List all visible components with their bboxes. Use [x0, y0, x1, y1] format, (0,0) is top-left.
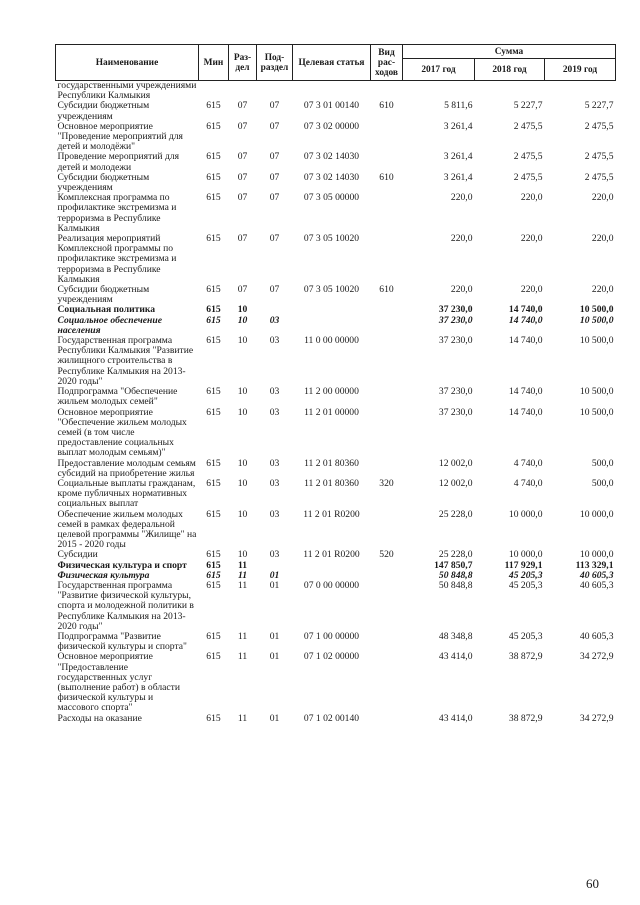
- table-row: [56, 632, 616, 652]
- cell-name: Комплексная программа по профилактике экстремизма и терроризма в Республике Калмыкия: [57, 192, 177, 234]
- cell-target-item: 07 3 02 14030: [303, 151, 360, 163]
- cell-subsection: 03: [269, 508, 280, 520]
- table-row: [56, 479, 616, 510]
- cell-name: Субсидии бюджетным учреждениям: [57, 171, 150, 194]
- cell-sum-2019: 10 500,0: [579, 386, 614, 398]
- cell-name: Проведение мероприятий для детей и молодежи: [57, 151, 180, 173]
- cell-sum-2019: 40 605,3: [579, 569, 614, 581]
- cell-sum-2017: 12 002,0: [438, 457, 473, 469]
- cell-sum-2017: 48 348,8: [438, 630, 473, 642]
- cell-subsection: 07: [269, 284, 280, 296]
- cell-sum-2019: 2 475,5: [584, 171, 614, 183]
- cell-subsection: 01: [269, 712, 280, 724]
- cell-sum-2019: 500,0: [591, 477, 614, 489]
- cell-target-item: 07 3 02 00000: [303, 120, 360, 132]
- cell-expense-type: [371, 561, 403, 571]
- cell-subsection: 01: [269, 630, 280, 642]
- cell-sum-2019: 10 000,0: [579, 508, 614, 520]
- table-row: [56, 173, 616, 193]
- table-row: [56, 459, 616, 479]
- cell-expense-type: [371, 234, 403, 285]
- cell-sum-2018: 14 740,0: [508, 314, 543, 326]
- cell-ministry: 615: [206, 477, 221, 489]
- cell-ministry: 615: [206, 508, 221, 520]
- page-number: 60: [586, 876, 599, 891]
- cell-section: 07: [237, 284, 248, 296]
- cell-sum-2017: 25 228,0: [438, 549, 473, 561]
- cell-expense-type: [371, 81, 403, 102]
- cell-sum-2019: 2 475,5: [584, 120, 614, 132]
- cell-ministry: 615: [206, 549, 221, 561]
- cell-sum-2019: 2 475,5: [584, 151, 614, 163]
- cell-sum-2018: 2 475,5: [513, 171, 543, 183]
- cell-ministry: 615: [206, 386, 221, 398]
- cell-target-item: 07 3 05 00000: [303, 192, 360, 204]
- cell-name: Государственная программа "Развитие физической культуры, спорта и молодежной политики в Республике Калмыкия на 2013-2020 годы": [57, 579, 194, 632]
- header-name: Наименование: [56, 45, 199, 81]
- header-year-2017: 2017 год: [403, 59, 475, 81]
- cell-sum-2018: 14 740,0: [508, 335, 543, 347]
- cell-section: 11: [237, 569, 248, 581]
- cell-sum-2019: 500,0: [591, 457, 614, 469]
- cell-sum-2019: 220,0: [591, 233, 614, 245]
- cell-sum-2018: 10 000,0: [508, 508, 543, 520]
- cell-section: 10: [237, 314, 248, 326]
- header-sum: Сумма: [403, 45, 616, 59]
- cell-sum-2017: 220,0: [450, 284, 473, 296]
- table-row: [56, 652, 616, 713]
- cell-subsection: 03: [269, 549, 280, 561]
- cell-sum-2017: 43 414,0: [438, 712, 473, 724]
- cell-target-item: 11 2 01 R0200: [303, 508, 360, 520]
- cell-name: Субсидии бюджетным учреждениям: [57, 284, 150, 306]
- cell-ministry: 615: [206, 559, 221, 571]
- table-row: [56, 408, 616, 459]
- cell-sum-2018: 38 872,9: [508, 651, 543, 663]
- cell-section: 07: [237, 120, 248, 132]
- cell-subsection: 03: [269, 386, 280, 398]
- header-section: Раз-дел: [229, 45, 257, 81]
- cell-sum-2017: 147 850,7: [434, 559, 473, 571]
- cell-subsection: 03: [269, 406, 280, 418]
- cell-section: 11: [237, 712, 248, 724]
- cell-name: Основное мероприятие "Обеспечение жильем молодых семей (в том числе предоставление социальных выплат молодым семьям)": [57, 406, 187, 459]
- cell-sum-2017: 50 848,8: [438, 579, 473, 591]
- cell-expense-type: 520: [379, 549, 394, 561]
- cell-expense-type: [371, 193, 403, 234]
- cell-ministry: 615: [206, 579, 221, 591]
- cell-name: Подпрограмма "Обеспечение жильем молодых семей": [57, 386, 178, 408]
- cell-sum-2017: 37 230,0: [438, 335, 473, 347]
- cell-name: Основное мероприятие "Предоставление государственных услуг (выполнение работ) в области физической культуры и массового спорта": [57, 651, 180, 714]
- cell-sum-2019: 34 272,9: [579, 651, 614, 663]
- header-target-item: Целевая статья: [293, 45, 371, 81]
- table-row: [56, 193, 616, 234]
- cell-expense-type: [371, 152, 403, 172]
- cell-sum-2017: 37 230,0: [438, 314, 473, 326]
- cell-sum-2017: [403, 81, 475, 102]
- cell-sum-2018: 14 740,0: [508, 386, 543, 398]
- cell-section: 07: [237, 100, 248, 112]
- cell-sum-2017: 12 002,0: [438, 477, 473, 489]
- cell-sum-2019: 5 227,7: [584, 100, 614, 112]
- cell-sum-2018: 117 929,1: [504, 559, 543, 571]
- cell-sum-2018: 2 475,5: [513, 151, 543, 163]
- cell-sum-2019: 220,0: [591, 284, 614, 296]
- cell-ministry: 615: [206, 651, 221, 663]
- cell-sum-2017: 3 261,4: [443, 151, 473, 163]
- cell-name: Социальные выплаты гражданам, кроме публичных нормативных социальных выплат: [57, 477, 196, 510]
- cell-target-item: 07 3 02 14030: [303, 171, 360, 183]
- cell-subsection: 03: [269, 457, 280, 469]
- cell-expense-type: [371, 652, 403, 713]
- cell-ministry: 615: [206, 284, 221, 296]
- cell-name: Физическая культура: [57, 569, 150, 581]
- cell-subsection: [257, 81, 293, 102]
- cell-sum-2017: 25 228,0: [438, 508, 473, 520]
- cell-name: Основное мероприятие "Проведение мероприятий для детей и молодёжи": [57, 120, 183, 153]
- cell-target-item: [293, 316, 371, 336]
- header-year-2018: 2018 год: [475, 59, 545, 81]
- cell-name: Подпрограмма "Развитие физической культуры и спорта": [57, 630, 187, 653]
- cell-target-item: 07 1 02 00000: [303, 651, 360, 663]
- table-row: [56, 714, 616, 724]
- cell-section: 10: [237, 386, 248, 398]
- cell-target-item: 11 0 00 00000: [304, 335, 359, 347]
- cell-sum-2019: 10 500,0: [579, 304, 614, 316]
- cell-section: 10: [237, 406, 248, 418]
- cell-ministry: 615: [206, 120, 221, 132]
- cell-sum-2019: 10 000,0: [579, 549, 614, 561]
- cell-target-item: [293, 305, 371, 315]
- cell-subsection: 07: [269, 171, 280, 183]
- cell-ministry: 615: [206, 630, 221, 642]
- cell-sum-2018: 220,0: [520, 192, 543, 204]
- cell-name: Физическая культура и спорт: [57, 559, 187, 571]
- header-expense-type: Вид рас-ходов: [371, 45, 403, 81]
- cell-section: 10: [237, 508, 248, 520]
- cell-subsection: 03: [269, 314, 280, 326]
- cell-name: Социальное обеспечение населения: [57, 314, 162, 336]
- cell-expense-type: [371, 510, 403, 551]
- cell-target-item: 11 2 01 00000: [304, 406, 359, 418]
- cell-target-item: 11 2 01 80360: [304, 477, 359, 489]
- cell-expense-type: [371, 459, 403, 479]
- cell-sum-2018: 14 740,0: [508, 406, 543, 418]
- cell-subsection: 07: [269, 100, 280, 112]
- cell-target-item: 07 3 05 10020: [303, 284, 360, 296]
- cell-expense-type: [371, 122, 403, 153]
- cell-target-item: [293, 81, 371, 102]
- cell-sum-2017: 37 230,0: [438, 386, 473, 398]
- cell-ministry: 615: [206, 171, 221, 183]
- cell-subsection: 07: [269, 192, 280, 204]
- cell-subsection: 01: [269, 651, 280, 663]
- cell-sum-2019: 34 272,9: [579, 712, 614, 724]
- cell-subsection: 01: [269, 579, 280, 591]
- cell-ministry: 615: [206, 314, 221, 326]
- cell-section: 11: [237, 651, 248, 663]
- cell-name: Реализация мероприятий Комплексной программы по профилактике экстремизма и терроризма в Республике Калмыкия: [57, 233, 177, 285]
- cell-sum-2019: 10 500,0: [579, 406, 614, 418]
- cell-expense-type: [371, 571, 403, 581]
- cell-expense-type: 610: [379, 284, 394, 296]
- table-header: [56, 45, 616, 81]
- cell-section: 07: [237, 233, 248, 245]
- cell-sum-2017: 43 414,0: [438, 651, 473, 663]
- cell-target-item: 07 3 05 10020: [303, 233, 360, 245]
- cell-section: 10: [237, 335, 248, 347]
- cell-ministry: 615: [206, 233, 221, 245]
- cell-ministry: 615: [206, 100, 221, 112]
- cell-expense-type: 610: [379, 171, 394, 183]
- cell-subsection: 07: [269, 233, 280, 245]
- cell-name: Субсидии: [57, 549, 98, 561]
- cell-expense-type: 320: [379, 477, 394, 489]
- cell-sum-2018: 38 872,9: [508, 712, 543, 724]
- cell-sum-2018: [475, 81, 545, 102]
- cell-name: Предоставление молодым семьям субсидий на приобретение жилья: [57, 457, 196, 479]
- cell-subsection: 03: [269, 335, 280, 347]
- cell-sum-2017: 5 811,6: [444, 100, 473, 112]
- cell-expense-type: [371, 387, 403, 407]
- cell-section: 11: [237, 579, 248, 591]
- cell-sum-2017: 220,0: [450, 192, 473, 204]
- cell-target-item: 11 2 01 80360: [304, 457, 359, 469]
- cell-name: Субсидии бюджетным учреждениям: [57, 100, 150, 122]
- cell-section: 10: [237, 549, 248, 561]
- cell-target-item: 11 2 01 R0200: [303, 549, 360, 561]
- table-row: [56, 101, 616, 121]
- cell-name: государственными учреждениями Республики Калмыкия: [57, 80, 197, 102]
- cell-ministry: 615: [206, 457, 221, 469]
- cell-expense-type: [371, 336, 403, 387]
- cell-sum-2018: 4 740,0: [513, 477, 543, 489]
- cell-sum-2019: 113 329,1: [575, 559, 614, 571]
- cell-target-item: 11 2 00 00000: [304, 386, 359, 398]
- cell-subsection: 03: [269, 477, 280, 489]
- cell-sum-2018: 5 227,7: [513, 100, 543, 112]
- cell-sum-2018: 10 000,0: [508, 549, 543, 561]
- cell-sum-2018: 4 740,0: [513, 457, 543, 469]
- table-row: [56, 387, 616, 407]
- table-row: [56, 81, 616, 102]
- cell-section: 07: [237, 192, 248, 204]
- cell-sum-2019: 10 500,0: [579, 335, 614, 347]
- cell-name: Расходы на оказание: [57, 712, 142, 724]
- cell-name: Социальная политика: [57, 304, 156, 316]
- table-row: [56, 152, 616, 172]
- cell-sum-2018: 220,0: [520, 233, 543, 245]
- cell-sum-2018: 14 740,0: [508, 304, 543, 316]
- cell-target-item: 07 0 00 00000: [303, 579, 360, 591]
- cell-ministry: 615: [206, 192, 221, 204]
- cell-subsection: 01: [269, 569, 280, 581]
- table-row: [56, 336, 616, 387]
- table-row: [56, 581, 616, 632]
- cell-ministry: 615: [206, 569, 221, 581]
- cell-section: 11: [237, 559, 248, 571]
- cell-target-item: 07 1 02 00140: [303, 712, 360, 724]
- cell-expense-type: [371, 714, 403, 724]
- table-row: [56, 234, 616, 285]
- table-row: [56, 510, 616, 551]
- table-row: [56, 316, 616, 336]
- header-year-2019: 2019 год: [545, 59, 616, 81]
- cell-sum-2018: 45 205,3: [508, 630, 543, 642]
- cell-expense-type: [371, 305, 403, 315]
- cell-subsection: 07: [269, 151, 280, 163]
- cell-ministry: 615: [206, 151, 221, 163]
- cell-sum-2018: 45 205,3: [508, 579, 543, 591]
- cell-section: 07: [237, 171, 248, 183]
- cell-expense-type: [371, 316, 403, 336]
- budget-table: [55, 44, 616, 724]
- cell-sum-2019: 10 500,0: [579, 314, 614, 326]
- table-row: [56, 285, 616, 305]
- cell-section: 10: [237, 477, 248, 489]
- cell-expense-type: [371, 632, 403, 652]
- cell-sum-2019: 40 605,3: [579, 630, 614, 642]
- cell-sum-2018: 220,0: [520, 284, 543, 296]
- cell-section: 10: [237, 457, 248, 469]
- cell-sum-2017: 50 848,8: [438, 569, 473, 581]
- table-row: [56, 122, 616, 153]
- cell-ministry: [199, 81, 229, 102]
- cell-section: 11: [237, 630, 248, 642]
- cell-section: 07: [237, 151, 248, 163]
- cell-sum-2018: 45 205,3: [508, 569, 543, 581]
- cell-sum-2017: 37 230,0: [438, 304, 473, 316]
- header-subsection: Под-раздел: [257, 45, 293, 81]
- cell-ministry: 615: [206, 406, 221, 418]
- cell-expense-type: [371, 408, 403, 459]
- cell-expense-type: [371, 581, 403, 632]
- cell-sum-2019: [545, 81, 616, 102]
- cell-section: [229, 81, 257, 102]
- cell-ministry: 615: [206, 335, 221, 347]
- cell-sum-2018: 2 475,5: [513, 120, 543, 132]
- cell-target-item: 07 3 01 00140: [303, 100, 360, 112]
- table-body: [56, 81, 616, 724]
- cell-ministry: 615: [206, 304, 221, 316]
- cell-expense-type: 610: [379, 100, 394, 112]
- cell-target-item: [293, 561, 371, 571]
- header-ministry: Мин: [199, 45, 229, 81]
- cell-sum-2017: 3 261,4: [443, 120, 473, 132]
- cell-section: 10: [237, 304, 248, 316]
- cell-sum-2017: 3 261,4: [443, 171, 473, 183]
- cell-sum-2019: 220,0: [591, 192, 614, 204]
- cell-subsection: 07: [269, 120, 280, 132]
- cell-name: Государственная программа Республики Калмыкия "Развитие жилищного строительства в Республике Калмыкия на 2013-2020 годы": [57, 335, 194, 387]
- cell-name: Обеспечение жильем молодых семей в рамках федеральной целевой программы "Жилище" на 2015 - 2020 годы: [57, 508, 197, 551]
- cell-sum-2017: 220,0: [450, 233, 473, 245]
- cell-ministry: 615: [206, 712, 221, 724]
- cell-sum-2017: 37 230,0: [438, 406, 473, 418]
- cell-target-item: 07 1 00 00000: [303, 630, 360, 642]
- cell-sum-2019: 40 605,3: [579, 579, 614, 591]
